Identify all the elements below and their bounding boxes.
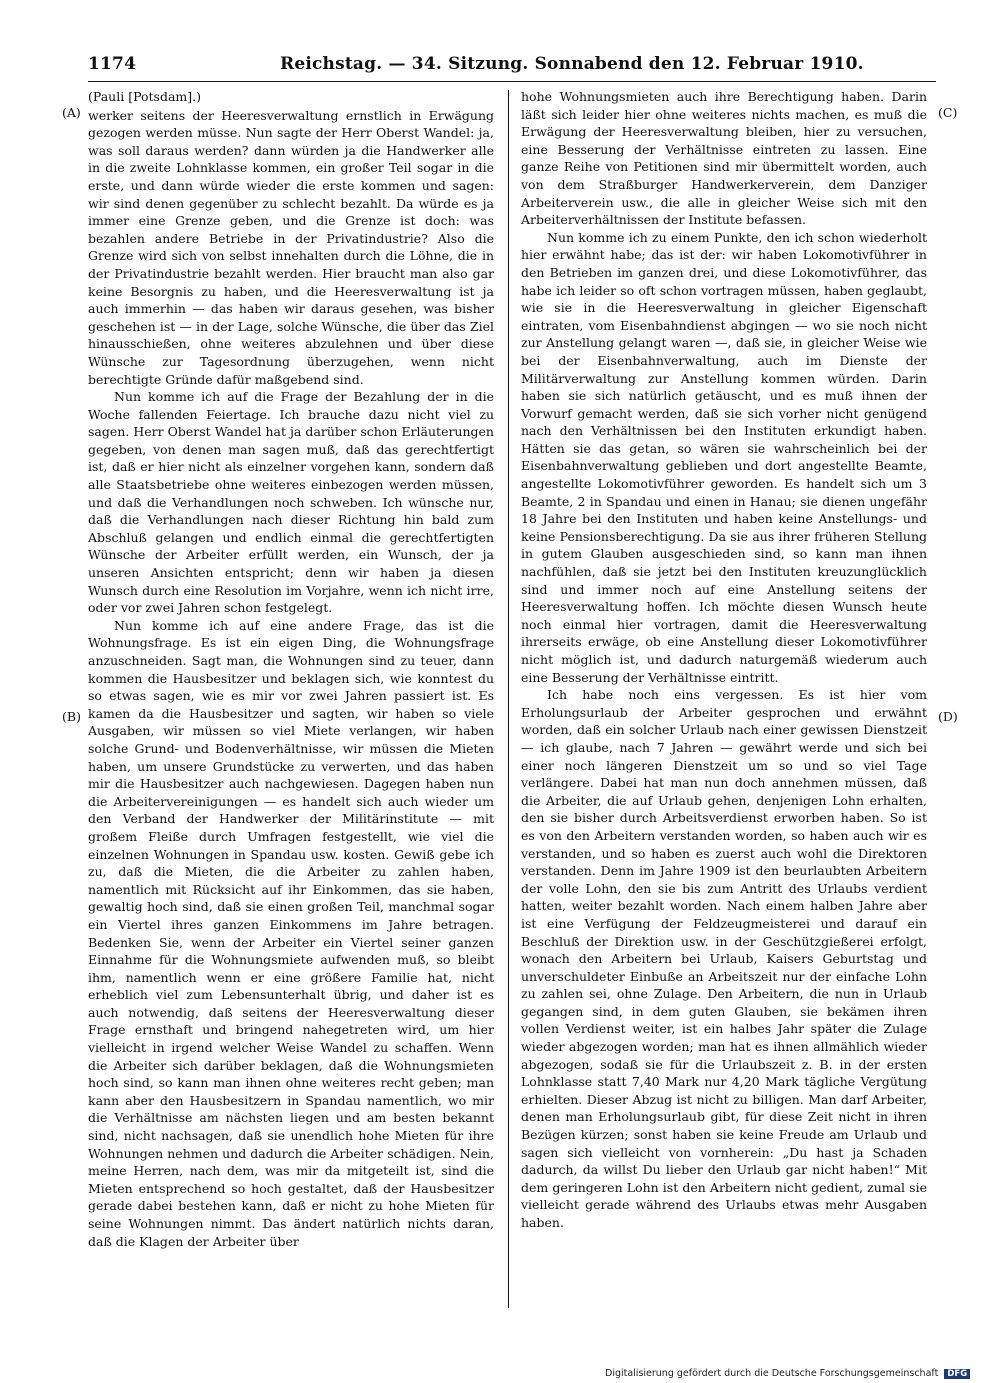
margin-mark-c: (C) xyxy=(938,105,958,120)
paragraph: Nun komme ich auf die Frage der Bezahlung der in die Woche fallenden Feiertage. Ich brauche dazu nicht viel zu sagen. Herr Oberst Wandel hat ja darüber schon Erläuterungen gegeben, von denen man sagen muß, daß das gerechtfertigt ist, daß er hier nicht als einzelner vorgehen kann, sondern daß alle Staatsbetriebe ohne weiteres einbezogen werden müssen, und daß die Verhandlungen noch schweben. Ich wünsche nur, daß die Verhandlungen nach dieser Richtung hin bald zum Abschluß gelangen und endlich einmal die gerechtfertigten Wünsche der Arbeiter erfüllt werden, ein Wunsch, der ja unseren Ansichten entspricht; denn wir haben ja diesen Wunsch durch eine Resolution im Vorjahre, wenn ich nicht irre, oder vor zwei Jahren schon festgelegt. xyxy=(88,389,494,616)
footer-text: Digitalisierung gefördert durch die Deutsche Forschungsgemeinschaft xyxy=(605,1368,939,1379)
dfg-logo: DFG xyxy=(944,1369,970,1379)
right-column xyxy=(521,88,927,1232)
page-title: Reichstag. — 34. Sitzung. Sonnabend den 12. Februar 1910. xyxy=(280,54,864,74)
speaker-label: (Pauli [Potsdam].) xyxy=(88,89,201,104)
margin-mark-b: (B) xyxy=(62,709,81,724)
margin-mark-d: (D) xyxy=(938,709,958,724)
column-divider xyxy=(508,90,509,1308)
paragraph: Nun komme ich auf eine andere Frage, das ist die Wohnungsfrage. Es ist ein eigen Ding, die Wohnungsfrage anzuschneiden. Sagt man, die Wohnungen sind zu teuer, dann kommen die Hausbesitzer und beklagen sich, wie konntest du so etwas sagen, wie es mir vor zwei Jahren passiert ist. Es kamen da die Hausbesitzer und sagten, wir haben so viele Ausgaben, wir müssen so viel Miete verlangen, wir haben solche Grund- und Bodenverhältnisse, wir müssen die Mieten haben, um unsere Grundstücke zu verwerten, und das haben mir die Hausbesitzer auch nachgewiesen. Dagegen haben nun die Arbeitervereinigungen — es handelt sich auch wieder um den Verband der Handwerker der Militärinstitute — mit großem Fleiße durch Umfragen festgestellt, wie viel die einzelnen Wohnungen in Spandau usw. kosten. Gewiß gebe ich zu, daß die Mieten, die die Arbeiter zu zahlen haben, namentlich mit Rücksicht auf ihr Einkommen, das sie haben, gewaltig hoch sind, daß sie einen großen Teil, manchmal sogar ein Viertel ihres ganzen Einkommens im Jahre betragen. Bedenken Sie, wenn der Arbeiter ein Viertel seiner ganzen Einnahme für die Wohnungsmiete aufwenden muß, so bleibt ihm, namentlich wenn er eine größere Familie hat, nicht erheblich viel zum Lebensunterhalt übrig, und daher ist es auch notwendig, daß seitens der Heeresverwaltung dieser Frage ernsthaft und bringend nahegetreten wird, um hier vielleicht in irgend welcher Weise Wandel zu schaffen. Wenn die Arbeiter sich darüber beklagen, daß die Wohnungsmieten hoch sind, so kann man ihnen ohne weiteres recht geben; man kann aber den Hausbesitzern in Spandau namentlich, wo mir die Verhältnisse am nächsten liegen und am besten bekannt sind, nicht nachsagen, daß sie unendlich hohe Mieten für ihre Wohnungen nehmen und dadurch die Arbeiter schädigen. Nein, meine Herren, nach dem, was mir da mitgeteilt ist, sind die Mieten entsprechend so hoch gestaltet, daß der Hausbesitzer gerade dabei bestehen kann, daß er nicht zu hohe Mieten für seine Wohnungen nimmt. Das ändert natürlich nichts daran, daß die Klagen der Arbeiter über xyxy=(88,617,494,1249)
margin-mark-a: (A) xyxy=(62,105,81,120)
paragraph: hohe Wohnungsmieten auch ihre Berechtigung haben. Darin läßt sich leider hier ohne weiteres nichts machen, es muß die Erwägung der Heeresverwaltung bleiben, hier zu versuchen, eine Besserung der Verhältnisse eintreten zu lassen. Eine ganze Reihe von Petitionen sind mir übermittelt worden, auch von dem Straßburger Handwerkerverein, dem Danziger Arbeiterverein usw., die alle in gleicher Weise sich mit den Arbeiterverhältnissen der Institute befassen. xyxy=(521,89,927,228)
header-rule xyxy=(88,81,936,82)
paragraph: Nun komme ich zu einem Punkte, den ich schon wiederholt hier erwähnt habe; das ist der: wir haben Lokomotivführer in den Betrieben im ganzen drei, und diese Lokomotivführer, das habe ich leider so oft schon vortragen müssen, haben geglaubt, wie sie in die Heeresverwaltung in gleicher Eigenschaft eintraten, vom Eisenbahndienst abgingen — wo sie noch nicht zur Anstellung gelangt waren —, daß sie, in gleicher Weise wie bei der Eisenbahnverwaltung, auch im Dienste der Militärverwaltung zur Anstellung kommen würden. Darin haben sie sich natürlich getäuscht, und es muß ihnen der Vorwurf gemacht werden, daß sie sich vorher nicht genügend nach den Verhältnissen bei den Instituten erkundigt haben. Hätten sie das getan, so wären sie wahrscheinlich bei der Eisenbahnverwaltung geblieben und dort angestellte Beamte, angestellte Lokomotivführer geworden. Es handelt sich um 3 Beamte, 2 in Spandau und einen in Hanau; sie dienen ungefähr 18 Jahre bei den Instituten und haben keine Anstellungs- und keine Pensionsberechtigung. Da sie aus ihrer früheren Stellung in gutem Glauben ausgeschieden sind, so kann man ihnen nachfühlen, daß sie jetzt bei den Instituten kreuzunglücklich sind und immer noch auf eine Anstellung seitens der Heeresverwaltung hoffen. Ich möchte diesen Wunsch heute noch einmal hier vortragen, damit die Heeresverwaltung ihrerseits erwäge, ob eine Anstellung dieser Lokomotivführer nicht möglich ist, und dadurch naturgemäß wiederum auch eine Besserung der Verhältnisse eintritt. xyxy=(521,229,927,685)
paragraph: Ich habe noch eins vergessen. Es ist hier vom Erholungsurlaub der Arbeiter gesprochen und erwähnt worden, daß ein solcher Urlaub nach einer gewissen Dienstzeit — ich glaube, nach 7 Jahren — gewährt werde und sich bei einer noch längeren Dienstzeit um so und so viel Tage verlängere. Dabei hat man nun doch annehmen müssen, daß die Arbeiter, die auf Urlaub gehen, denjenigen Lohn erhalten, den sie bisher durch Arbeitsverdienst erworben haben. So ist es von den Arbeitern verstanden worden, so haben auch wir es verstanden, und so haben es zuerst auch wohl die Direktoren verstanden. Denn im Jahre 1909 ist den beurlaubten Arbeitern der volle Lohn, den sie bis zum Antritt des Urlaubs verdient hatten, weiter bezahlt worden. Nach einem halben Jahre aber ist eine Verfügung der Feldzeugmeisterei und darauf ein Beschluß der Direktion usw. in der Geschützgießerei erfolgt, wonach den Arbeitern bei Urlaub, Kaisers Geburtstag und unverschuldeter Einbuße an Arbeitszeit nur der einfache Lohn zu zahlen sei, ohne Zulage. Den Arbeitern, die nun in Urlaub gegangen sind, in dem guten Glauben, sie bekämen ihren vollen Verdienst weiter, ist ein halbes Jahr später die Zulage wieder abgezogen worden; man hat es ihnen allmählich wieder abgezogen, sodaß sie für die Urlaubszeit z. B. in der ersten Lohnklasse statt 7,40 Mark nur 4,20 Mark tägliche Vergütung erhielten. Dieser Abzug ist nicht zu billigen. Man darf Arbeiter, denen man Erholungsurlaub gibt, für diese Zeit nicht in ihren Bezügen kürzen; sonst haben sie keine Freude am Urlaub und sagen sich vielleicht von vornherein: „Du hast ja Schaden dadurch, da willst Du lieber den Urlaub gar nicht haben!“ Mit dem geringeren Lohn ist den Arbeitern nicht gedient, zumal sie vielleicht gerade während des Urlaubs etwas mehr Ausgaben haben. xyxy=(521,687,927,1230)
footer-credit xyxy=(605,1368,985,1379)
page-header xyxy=(88,54,936,80)
left-column xyxy=(88,88,494,1250)
paragraph: werker seitens der Heeresverwaltung ernstlich in Erwägung gezogen werden müsse. Nun sagte der Herr Oberst Wandel: ja, was soll daraus werden? dann würden ja die Handwerker alle in die zweite Lohnklasse kommen, ein großer Teil sogar in die erste, und dann würde wieder die erste kommen und sagen: wir sind denen gegenüber zu schlecht bezahlt. Da würde es ja immer eine Grenze geben, und die Grenze ist doch: was bezahlen andere Betriebe in der Privatindustrie? Also die Grenze wird sich von selbst innehalten durch die Löhne, die in der Privatindustrie bezahlt werden. Hier braucht man also gar keine Besorgnis zu haben, und die Heeresverwaltung ist ja auch immerhin — das haben wir daraus gesehen, was bisher geschehen ist — in der Lage, solche Wünsche, die über das Ziel hinausschießen, ohne weiteres abzulehnen und über diese Wünsche zur Tagesordnung überzugehen, wenn nicht berechtigte Gründe dafür maßgebend sind. xyxy=(88,107,494,387)
page-number: 1174 xyxy=(88,54,137,74)
